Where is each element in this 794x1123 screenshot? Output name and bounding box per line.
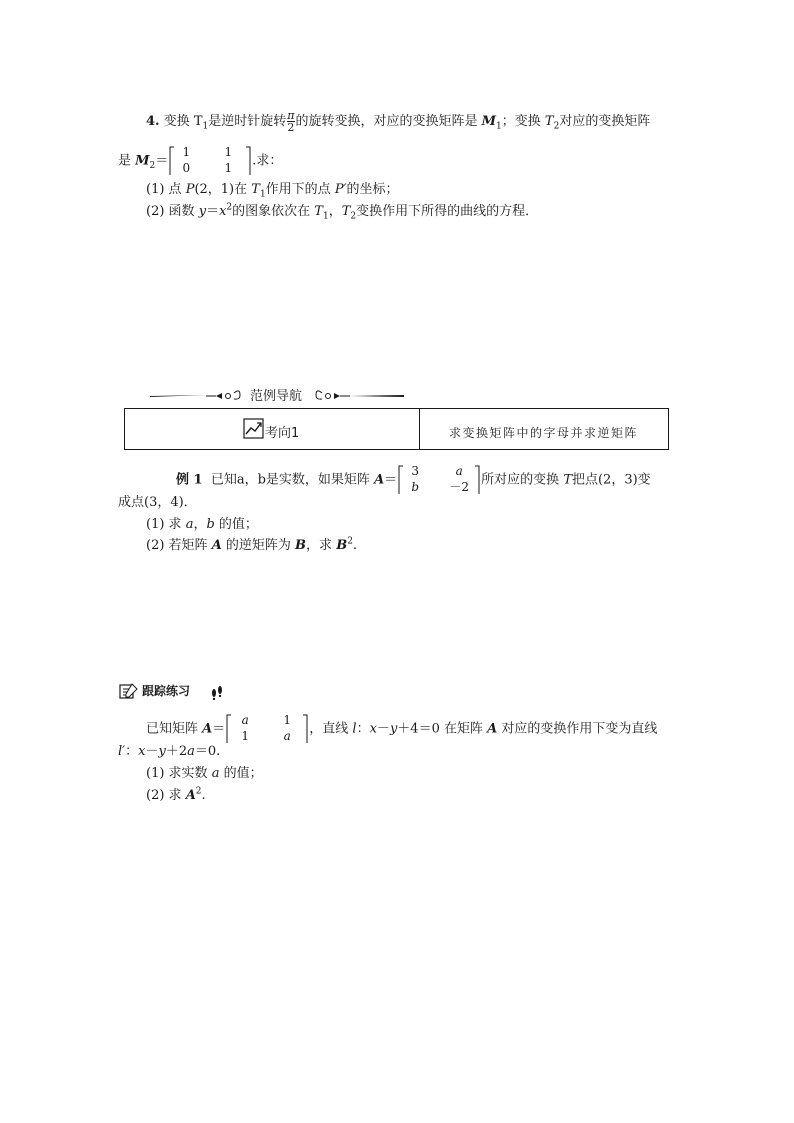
var: y [389, 721, 398, 737]
text: － [376, 721, 390, 737]
var: x [369, 721, 377, 737]
text: ；变换 [501, 114, 545, 129]
text: 的值； [219, 766, 263, 781]
matrix-cell: 1 [241, 729, 250, 743]
var: P [185, 182, 195, 197]
subscript: 1 [496, 121, 502, 132]
var: T [341, 204, 351, 219]
matrix-cell: 1 [224, 145, 233, 159]
subscript: 2 [149, 161, 156, 172]
matrix-cell: b [411, 480, 420, 494]
matrix-name: A [202, 721, 213, 737]
matrix-name: A [211, 538, 222, 553]
var: T [544, 114, 554, 129]
text: ＝ [206, 204, 220, 219]
example-1-q2 [146, 536, 358, 553]
text: 变换 T [163, 114, 203, 129]
example-1-q1 [146, 518, 258, 531]
matrix-a-practice [225, 714, 309, 744]
text: ＝ [155, 153, 169, 169]
text: (2) 求 [146, 788, 186, 803]
practice-title: 跟踪练习 [142, 684, 191, 698]
matrix-name: B [295, 538, 307, 553]
matrix-name: B [336, 538, 348, 553]
section-header [146, 386, 408, 406]
problem-4-line-1 [146, 110, 650, 133]
practice-line-1 [146, 714, 657, 744]
text: ： [125, 744, 139, 759]
text: 的值； [214, 517, 258, 532]
text: 对应的变换作用下变为直线 [497, 721, 658, 737]
text: (2) 若矩阵 [146, 538, 212, 553]
text: (1) 求 [146, 517, 186, 532]
var: y [198, 204, 207, 219]
superscript: 2 [226, 202, 233, 213]
fraction-pi-over-2 [287, 110, 294, 133]
topic-label: 考向1 [265, 426, 300, 441]
matrix-cell: 1 [283, 713, 292, 727]
var: x [138, 744, 146, 759]
text: 变换作用下所得的曲线的方程． [356, 204, 539, 219]
footprints-icon [210, 684, 224, 700]
matrix-cell: 0 [182, 161, 191, 175]
matrix-m2 [168, 146, 252, 176]
superscript: 2 [195, 786, 202, 797]
text: (2，1)在 [194, 182, 252, 197]
text: ： [356, 721, 370, 737]
matrix-cell: 1 [182, 145, 191, 159]
text: 是 [118, 153, 136, 169]
matrix-cell: a [241, 713, 249, 727]
trend-chart-icon [243, 418, 265, 440]
text: ，直线 [309, 721, 353, 737]
subscript: 2 [553, 121, 560, 132]
text: ＝ [384, 472, 398, 488]
text: 作用下的点 [265, 182, 335, 197]
var: P′ [334, 182, 347, 197]
text: ＋4＝0 在矩阵 [397, 721, 488, 737]
var: x [219, 204, 227, 219]
text: ， [193, 517, 207, 532]
practice-q2 [146, 786, 206, 803]
subscript: 1 [322, 211, 329, 222]
matrix-cell: a [455, 464, 463, 478]
var: T [251, 182, 260, 197]
fraction-denominator: 2 [287, 121, 295, 134]
practice-q1 [146, 767, 263, 780]
problem-4-line-2 [118, 146, 282, 176]
var: T [314, 204, 323, 219]
text: － [145, 744, 159, 759]
text: 已知a，b是实数，如果矩阵 [210, 472, 375, 488]
problem-4-q1 [146, 182, 399, 200]
text: 的图象依次在 [232, 204, 315, 219]
text: .求： [252, 153, 283, 169]
subscript: 1 [259, 189, 266, 200]
matrix-name: A [487, 721, 498, 737]
example-label: 例 1 [176, 472, 203, 488]
practice-line-2 [118, 745, 220, 758]
var: l′ [118, 744, 126, 759]
subscript: 1 [202, 121, 209, 132]
problem-4-q2 [146, 202, 539, 222]
problem-number: 4. [146, 114, 160, 129]
text: 的旋转变换，对应的变换矩阵是 [295, 114, 482, 129]
example-1-line-1 [176, 465, 651, 495]
fraction-numerator: π [287, 109, 295, 122]
matrix-name: A [185, 788, 196, 803]
matrix-name: A [374, 472, 385, 488]
matrix-a [397, 465, 481, 495]
text: (1) 求实数 [146, 766, 212, 781]
superscript: 2 [347, 536, 353, 547]
matrix-name: M [481, 114, 497, 129]
example-1-line-2: 成点(3，4)． [118, 495, 197, 510]
matrix-name: M [135, 153, 150, 169]
var: a [185, 517, 194, 532]
matrix-cell: 1 [224, 161, 233, 175]
text: 对应的变换矩阵 [559, 114, 651, 129]
practice-header [118, 682, 238, 702]
matrix-cell: 3 [411, 464, 419, 478]
topic-description: 求变换矩阵中的字母并求逆矩阵 [448, 426, 638, 440]
text: ＋2 [165, 744, 188, 759]
text: ，求 [306, 538, 337, 553]
matrix-cell: a [283, 729, 291, 743]
text: (1) 点 [146, 182, 186, 197]
text: 是逆时针旋转 [208, 114, 287, 129]
text: ＝0. [194, 744, 221, 759]
text: . [352, 538, 358, 553]
text: 把点(2，3)变 [571, 472, 651, 488]
text: 已知矩阵 [146, 721, 203, 737]
matrix-cell: －2 [449, 480, 469, 494]
var: T [563, 472, 572, 488]
subscript: 2 [350, 211, 357, 222]
text: (2) 函数 [146, 204, 199, 219]
var: a [187, 744, 195, 759]
var: y [158, 744, 166, 759]
var: b [206, 517, 215, 532]
text: 所对应的变换 [481, 472, 564, 488]
notebook-pen-icon [118, 682, 138, 700]
text: . [201, 788, 206, 803]
section-title: 范例导航 [250, 389, 303, 404]
text: ＝ [212, 721, 226, 737]
text: 的坐标； [346, 182, 399, 197]
text: 的逆矩阵为 [221, 538, 296, 553]
topic-table [124, 408, 669, 450]
text: ， [328, 204, 342, 219]
var: a [211, 766, 220, 781]
var: l [352, 721, 357, 737]
